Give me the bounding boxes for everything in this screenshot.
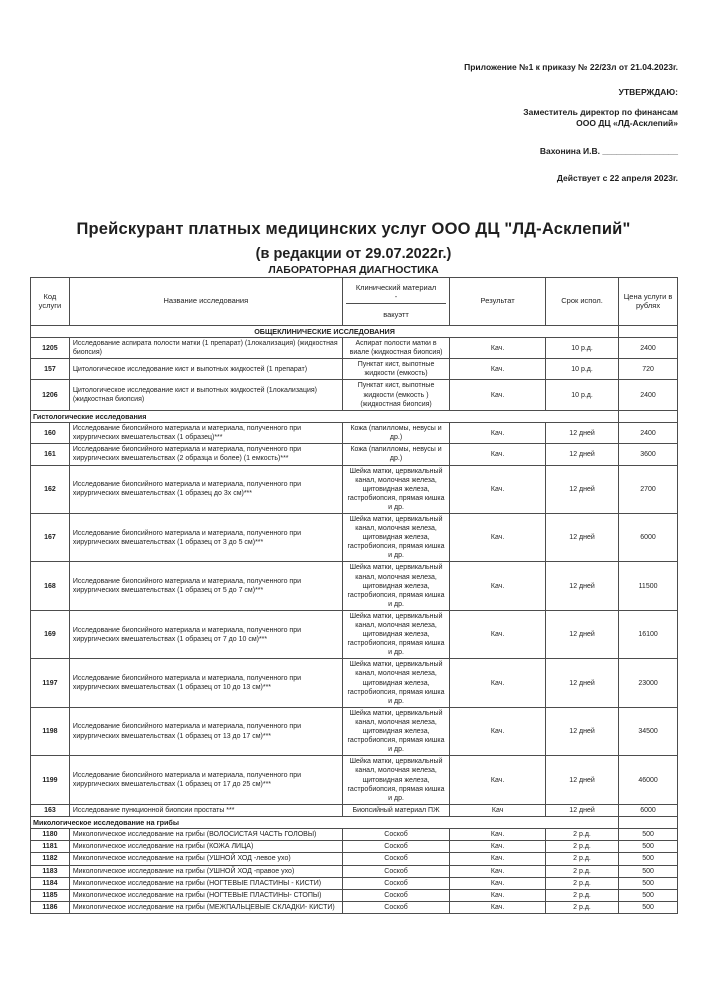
row-result: Кач. [450, 338, 546, 359]
row-code: 161 [31, 444, 70, 465]
row-name: Микологическое исследование на грибы (НОГТЕВЫЕ ПЛАСТИНЫ- СТОПЫ) [69, 889, 342, 901]
signatory-line: Вахонина И.В. ________________ [539, 145, 678, 156]
table-row [31, 841, 678, 853]
row-material: Пунктат кист, выпотные жидкости (емкость) [342, 359, 449, 380]
row-material: Кожа (папилломы, невусы и др.) [342, 423, 449, 444]
table-header [31, 277, 678, 325]
section-price-spacer [619, 816, 678, 828]
row-material: Кожа (папилломы, невусы и др.) [342, 444, 449, 465]
row-term: 2 р.д. [545, 865, 618, 877]
row-material: Соскоб [342, 865, 449, 877]
row-result: Кач. [450, 444, 546, 465]
row-code: 1186 [31, 901, 70, 913]
row-material: Соскоб [342, 853, 449, 865]
row-term: 2 р.д. [545, 889, 618, 901]
row-material: Пунктат кист, выпотные жидкости (емкость ) (жидкостная биопсия) [342, 380, 449, 410]
row-price: 34500 [619, 707, 678, 755]
row-term: 2 р.д. [545, 853, 618, 865]
row-material: Соскоб [342, 901, 449, 913]
row-price: 2700 [619, 465, 678, 513]
valid-from-line: Действует с 22 апреля 2023г. [556, 173, 678, 184]
row-result: Кач. [450, 901, 546, 913]
col-header-price: Цена услуги в рублях [619, 277, 678, 325]
price-table-body [31, 325, 678, 913]
row-code: 1182 [31, 853, 70, 865]
row-term: 12 дней [545, 804, 618, 816]
row-price: 2400 [619, 338, 678, 359]
approver-line1: Заместитель директор по финансам [523, 107, 678, 118]
row-name: Исследование биопсийного материала и материала, полученного при хирургических вмешательствах (1 образец)*** [69, 423, 342, 444]
row-name: Исследование аспирата полости матки (1 препарат) (1локализация) (жидкостная биопсия) [69, 338, 342, 359]
row-name: Микологическое исследование на грибы (ВОЛОСИСТАЯ ЧАСТЬ ГОЛОВЫ) [69, 829, 342, 841]
row-term: 10 р.д. [545, 338, 618, 359]
row-name: Микологическое исследование на грибы (МЕЖПАЛЬЦЕВЫЕ СКЛАДКИ- КИСТИ) [69, 901, 342, 913]
row-code: 163 [31, 804, 70, 816]
row-code: 1183 [31, 865, 70, 877]
row-price: 500 [619, 829, 678, 841]
table-row [31, 865, 678, 877]
row-result: Кач. [450, 707, 546, 755]
row-price: 3600 [619, 444, 678, 465]
row-name: Цитологическое исследование кист и выпотных жидкостей (1 препарат) [69, 359, 342, 380]
col-header-result: Результат [450, 277, 546, 325]
row-material: Шейка матки, цервикальный канал, молочная железа, щитовидная железа, гастробиопсия, прямая кишка и др. [342, 756, 449, 804]
row-price: 500 [619, 901, 678, 913]
table-row [31, 359, 678, 380]
material-header-sub: вакуэтт [383, 310, 409, 320]
row-price: 500 [619, 865, 678, 877]
row-term: 2 р.д. [545, 841, 618, 853]
row-code: 1181 [31, 841, 70, 853]
table-row [31, 423, 678, 444]
header-row [31, 277, 678, 325]
row-price: 2400 [619, 380, 678, 410]
row-term: 2 р.д. [545, 877, 618, 889]
row-result: Кач. [450, 756, 546, 804]
row-price: 500 [619, 853, 678, 865]
row-name: Микологическое исследование на грибы (УШНОЙ ХОД -левое ухо) [69, 853, 342, 865]
row-price: 11500 [619, 562, 678, 610]
row-material: Шейка матки, цервикальный канал, молочная железа, щитовидная железа, гастробиопсия, прямая кишка и др. [342, 465, 449, 513]
row-price: 16100 [619, 610, 678, 658]
row-price: 500 [619, 877, 678, 889]
row-result: Кач. [450, 841, 546, 853]
row-name: Исследование биопсийного материала и материала, полученного при хирургических вмешательствах (1 образец от 17 до 25 см)*** [69, 756, 342, 804]
section-label: Микологическое исследование на грибы [31, 816, 619, 828]
table-row [31, 853, 678, 865]
row-material: Аспират полости матки в виале (жидкостная биопсия) [342, 338, 449, 359]
row-code: 1185 [31, 889, 70, 901]
title-block [0, 220, 707, 276]
row-price: 6000 [619, 804, 678, 816]
row-price: 46000 [619, 756, 678, 804]
material-header-top [346, 281, 446, 305]
page-title: Прейскурант платных медицинских услуг ООО ДЦ "ЛД-Асклепий" [76, 219, 631, 238]
approver-line2: ООО ДЦ «ЛД-Асклепий» [576, 117, 678, 128]
row-result: Кач. [450, 380, 546, 410]
row-code: 167 [31, 513, 70, 561]
table-row [31, 338, 678, 359]
row-term: 12 дней [545, 610, 618, 658]
table-row [31, 380, 678, 410]
col-header-term: Срок испол. [545, 277, 618, 325]
row-result: Кач. [450, 513, 546, 561]
col-header-code: Код услуги [31, 277, 70, 325]
row-term: 12 дней [545, 423, 618, 444]
row-term: 12 дней [545, 444, 618, 465]
row-result: Кач [450, 804, 546, 816]
row-material: Шейка матки, цервикальный канал, молочная железа, щитовидная железа, гастробиопсия, прямая кишка и др. [342, 659, 449, 707]
row-term: 10 р.д. [545, 380, 618, 410]
table-row [31, 444, 678, 465]
row-price: 6000 [619, 513, 678, 561]
row-result: Кач. [450, 865, 546, 877]
row-term: 12 дней [545, 562, 618, 610]
row-name: Микологическое исследование на грибы (УШНОЙ ХОД -правое ухо) [69, 865, 342, 877]
row-price: 2400 [619, 423, 678, 444]
row-name: Микологическое исследование на грибы (КОЖА ЛИЦА) [69, 841, 342, 853]
row-code: 1197 [31, 659, 70, 707]
row-term: 2 р.д. [545, 901, 618, 913]
row-name: Исследование биопсийного материала и материала, полученного при хирургических вмешательствах (1 образец от 5 до 7 см)*** [69, 562, 342, 610]
row-code: 1205 [31, 338, 70, 359]
row-name: Исследование биопсийного материала и материала, полученного при хирургических вмешательствах (1 образец до 3х см)*** [69, 465, 342, 513]
table-row [31, 562, 678, 610]
section-price-spacer [619, 410, 678, 422]
row-material: Соскоб [342, 841, 449, 853]
section-row [31, 816, 678, 828]
table-row [31, 659, 678, 707]
row-code: 160 [31, 423, 70, 444]
row-price: 500 [619, 889, 678, 901]
section-row [31, 325, 678, 337]
table-row [31, 901, 678, 913]
table-row [31, 889, 678, 901]
col-header-material [342, 277, 449, 325]
row-code: 162 [31, 465, 70, 513]
row-code: 1199 [31, 756, 70, 804]
row-term: 12 дней [545, 513, 618, 561]
table-row [31, 707, 678, 755]
row-code: 1184 [31, 877, 70, 889]
row-code: 157 [31, 359, 70, 380]
row-material: Соскоб [342, 877, 449, 889]
row-material: Биопсийный материал ПЖ [342, 804, 449, 816]
row-name: Исследование биопсийного материала и материала, полученного при хирургических вмешательствах (2 образца и более) (1 емкость)*** [69, 444, 342, 465]
row-code: 169 [31, 610, 70, 658]
row-material: Шейка матки, цервикальный канал, молочная железа, щитовидная железа, гастробиопсия, прямая кишка и др. [342, 513, 449, 561]
row-term: 10 р.д. [545, 359, 618, 380]
row-result: Кач. [450, 562, 546, 610]
row-result: Кач. [450, 359, 546, 380]
row-code: 168 [31, 562, 70, 610]
row-material: Шейка матки, цервикальный канал, молочная железа, щитовидная железа, гастробиопсия, прямая кишка и др. [342, 562, 449, 610]
section-label: ОБЩЕКЛИНИЧЕСКИЕ ИССЛЕДОВАНИЯ [31, 325, 619, 337]
page-subtitle: (в редакции от 29.07.2022г.) [255, 245, 452, 262]
row-result: Кач. [450, 889, 546, 901]
table-row [31, 877, 678, 889]
approve-label: УТВЕРЖДАЮ: [618, 86, 678, 97]
row-result: Кач. [450, 423, 546, 444]
row-name: Исследование пункционной биопсии простаты *** [69, 804, 342, 816]
row-term: 2 р.д. [545, 829, 618, 841]
row-name: Микологическое исследование на грибы (НОГТЕВЫЕ ПЛАСТИНЫ - КИСТИ) [69, 877, 342, 889]
row-result: Кач. [450, 853, 546, 865]
row-code: 1206 [31, 380, 70, 410]
row-result: Кач. [450, 829, 546, 841]
row-term: 12 дней [545, 659, 618, 707]
table-row [31, 829, 678, 841]
section-price-spacer [619, 325, 678, 337]
approval-block [0, 0, 707, 184]
table-row [31, 465, 678, 513]
row-name: Цитологическое исследование кист и выпотных жидкостей (1локализация) (жидкостная биопсия) [69, 380, 342, 410]
material-header-dash: - [394, 292, 398, 302]
section-row [31, 410, 678, 422]
material-header-line1: Клинический материал [355, 282, 437, 292]
row-price: 720 [619, 359, 678, 380]
row-result: Кач. [450, 610, 546, 658]
row-result: Кач. [450, 465, 546, 513]
section-label: Гистологические исследования [31, 410, 619, 422]
row-material: Соскоб [342, 889, 449, 901]
row-name: Исследование биопсийного материала и материала, полученного при хирургических вмешательствах (1 образец от 10 до 13 см)*** [69, 659, 342, 707]
row-name: Исследование биопсийного материала и материала, полученного при хирургических вмешательствах (1 образец от 3 до 5 см)*** [69, 513, 342, 561]
row-code: 1198 [31, 707, 70, 755]
table-row [31, 610, 678, 658]
row-material: Шейка матки, цервикальный канал, молочная железа, щитовидная железа, гастробиопсия, прямая кишка и др. [342, 610, 449, 658]
row-material: Шейка матки, цервикальный канал, молочная железа, щитовидная железа, гастробиопсия, прямая кишка и др. [342, 707, 449, 755]
row-code: 1180 [31, 829, 70, 841]
appendix-line: Приложение №1 к приказу № 22/23л от 21.04.2023г. [464, 62, 678, 72]
table-row [31, 513, 678, 561]
price-table [30, 277, 678, 914]
row-name: Исследование биопсийного материала и материала, полученного при хирургических вмешательствах (1 образец от 13 до 17 см)*** [69, 707, 342, 755]
row-price: 23000 [619, 659, 678, 707]
row-term: 12 дней [545, 756, 618, 804]
row-result: Кач. [450, 659, 546, 707]
row-name: Исследование биопсийного материала и материала, полученного при хирургических вмешательствах (1 образец от 7 до 10 см)*** [69, 610, 342, 658]
row-material: Соскоб [342, 829, 449, 841]
row-price: 500 [619, 841, 678, 853]
table-row [31, 756, 678, 804]
row-term: 12 дней [545, 707, 618, 755]
section-title: ЛАБОРАТОРНАЯ ДИАГНОСТИКА [268, 263, 439, 276]
col-header-name: Название исследования [69, 277, 342, 325]
table-row [31, 804, 678, 816]
row-term: 12 дней [545, 465, 618, 513]
row-result: Кач. [450, 877, 546, 889]
